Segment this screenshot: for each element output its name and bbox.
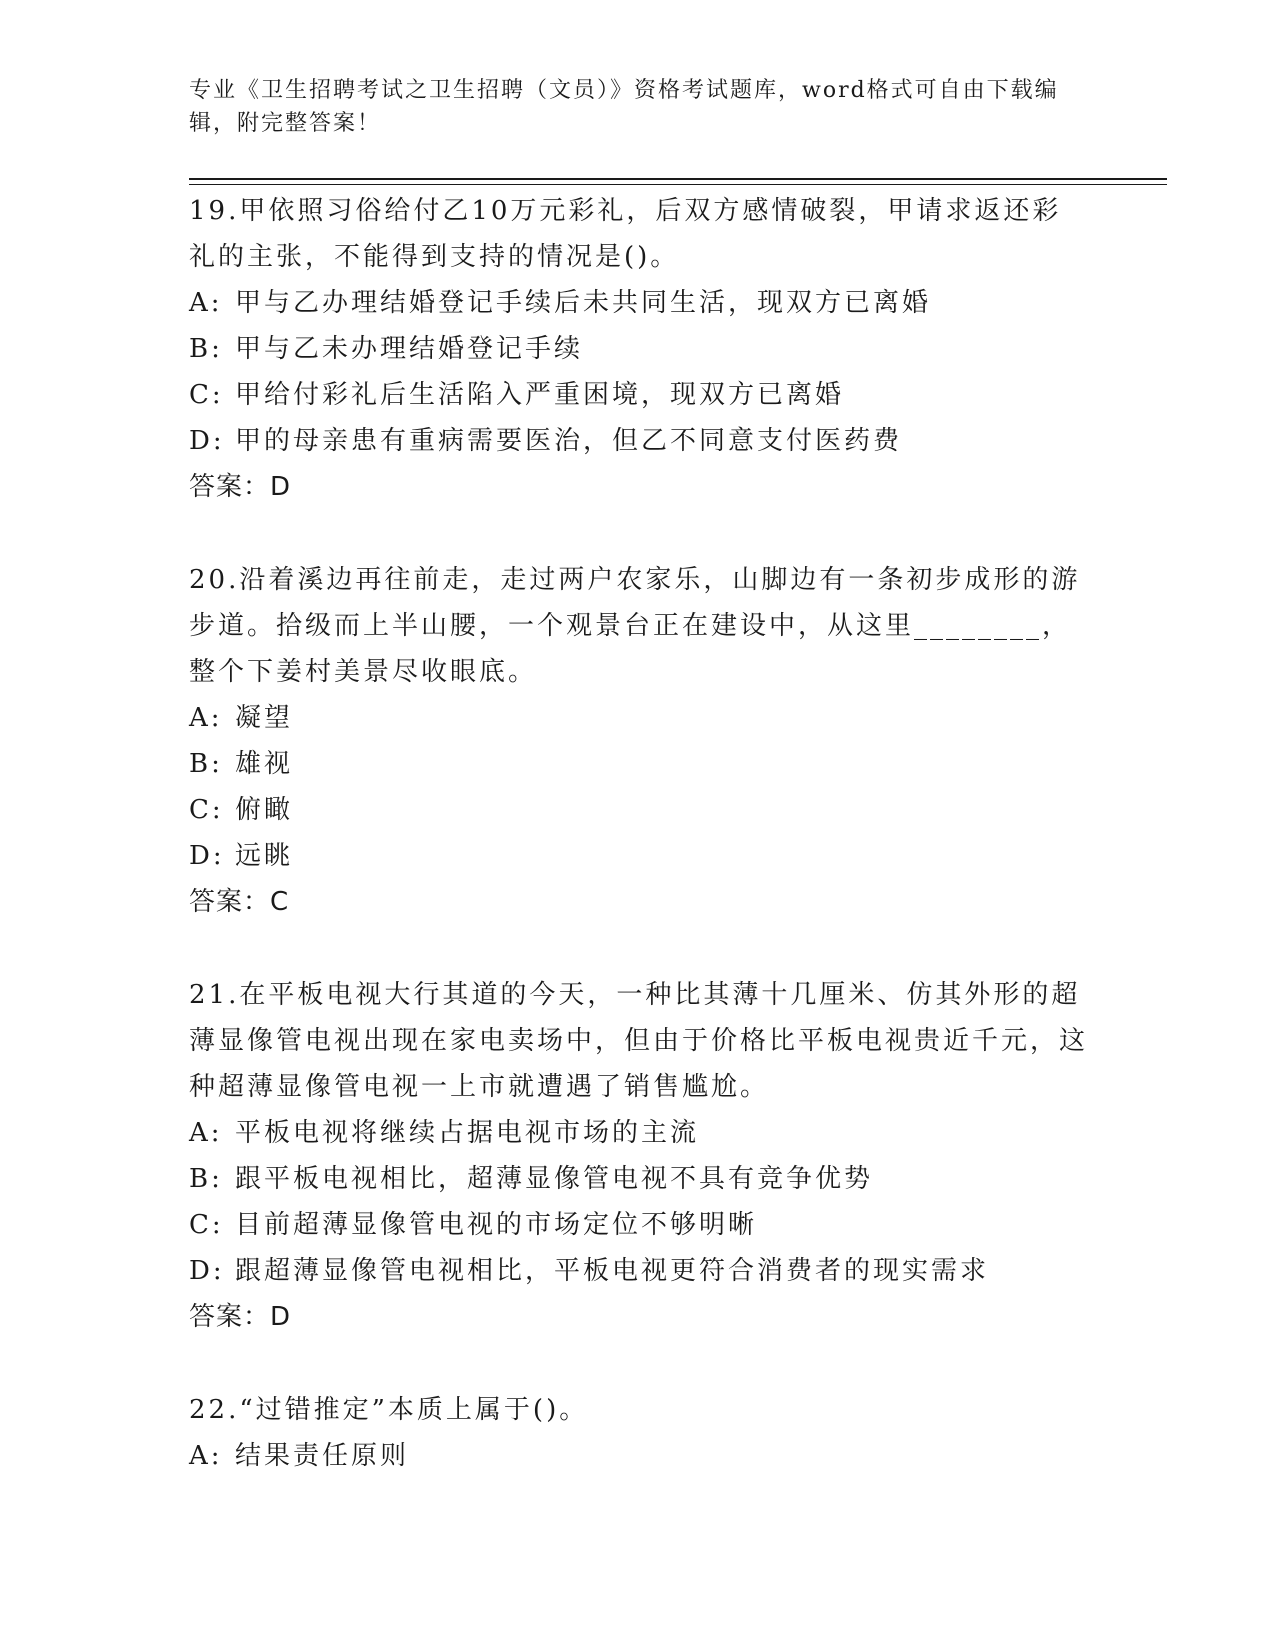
question-list xyxy=(189,188,1089,1526)
option-text: 甲与乙未办理结婚登记手续 xyxy=(235,334,584,364)
question-stem: 19.甲依照习俗给付乙10万元彩礼，后双方感情破裂，甲请求返还彩礼的主张，不能得到支持的情况是()。 xyxy=(189,196,1062,272)
option-a xyxy=(189,280,1089,326)
answer: 答案：D xyxy=(189,1302,292,1332)
option-c xyxy=(189,787,1089,833)
option-c xyxy=(189,372,1089,418)
option-text: 平板电视将继续占据电视市场的主流 xyxy=(235,1118,700,1148)
option-text: 跟平板电视相比，超薄显像管电视不具有竞争优势 xyxy=(235,1164,874,1194)
option-d xyxy=(189,833,1089,879)
question-20 xyxy=(189,557,1089,925)
option-key: A: xyxy=(189,1118,223,1148)
question-22 xyxy=(189,1387,1089,1479)
option-text: 甲与乙办理结婚登记手续后未共同生活，现双方已离婚 xyxy=(235,288,932,318)
option-text: 结果责任原则 xyxy=(235,1441,410,1471)
option-b xyxy=(189,1156,1089,1202)
answer: 答案：D xyxy=(189,472,292,502)
question-stem: 22.“过错推定”本质上属于()。 xyxy=(189,1395,589,1425)
header-rule-thick xyxy=(189,178,1167,180)
option-text: 跟超薄显像管电视相比，平板电视更符合消费者的现实需求 xyxy=(235,1256,990,1286)
option-text: 目前超薄显像管电视的市场定位不够明晰 xyxy=(235,1210,758,1240)
question-stem: 21.在平板电视大行其道的今天，一种比其薄十几厘米、仿其外形的超薄显像管电视出现在家电卖场中，但由于价格比平板电视贵近千元，这种超薄显像管电视一上市就遭遇了销售尴尬。 xyxy=(189,980,1089,1102)
option-key: B: xyxy=(189,1164,223,1194)
question-19 xyxy=(189,188,1089,510)
header-text: 专业《卫生招聘考试之卫生招聘（文员）》资格考试题库，word格式可自由下载编辑，附完整答案！ xyxy=(189,78,1059,136)
answer: 答案：C xyxy=(189,887,290,917)
option-text: 甲给付彩礼后生活陷入严重困境，现双方已离婚 xyxy=(235,380,845,410)
option-key: C: xyxy=(189,795,224,825)
option-key: A: xyxy=(189,1441,223,1471)
option-text: 凝望 xyxy=(235,703,294,733)
option-key: D: xyxy=(189,1256,225,1286)
option-key: B: xyxy=(189,334,223,364)
option-text: 俯瞰 xyxy=(235,795,294,825)
option-b xyxy=(189,326,1089,372)
option-key: C: xyxy=(189,1210,224,1240)
option-d xyxy=(189,418,1089,464)
option-text: 雄视 xyxy=(235,749,294,779)
question-21 xyxy=(189,972,1089,1340)
option-key: A: xyxy=(189,703,223,733)
option-key: D: xyxy=(189,426,225,456)
option-text: 远眺 xyxy=(235,841,294,871)
document-header xyxy=(189,74,1089,140)
option-text: 甲的母亲患有重病需要医治，但乙不同意支付医药费 xyxy=(235,426,903,456)
option-key: B: xyxy=(189,749,223,779)
header-rule-thin xyxy=(189,184,1167,185)
option-b xyxy=(189,741,1089,787)
option-key: C: xyxy=(189,380,224,410)
option-a xyxy=(189,1110,1089,1156)
option-d xyxy=(189,1248,1089,1294)
option-c xyxy=(189,1202,1089,1248)
option-a xyxy=(189,1433,1089,1479)
option-a xyxy=(189,695,1089,741)
option-key: D: xyxy=(189,841,225,871)
option-key: A: xyxy=(189,288,223,318)
question-stem: 20.沿着溪边再往前走，走过两户农家乐，山脚边有一条初步成形的游步道。拾级而上半山腰，一个观景台正在建设中，从这里________，整个下姜村美景尽收眼底。 xyxy=(189,565,1081,687)
